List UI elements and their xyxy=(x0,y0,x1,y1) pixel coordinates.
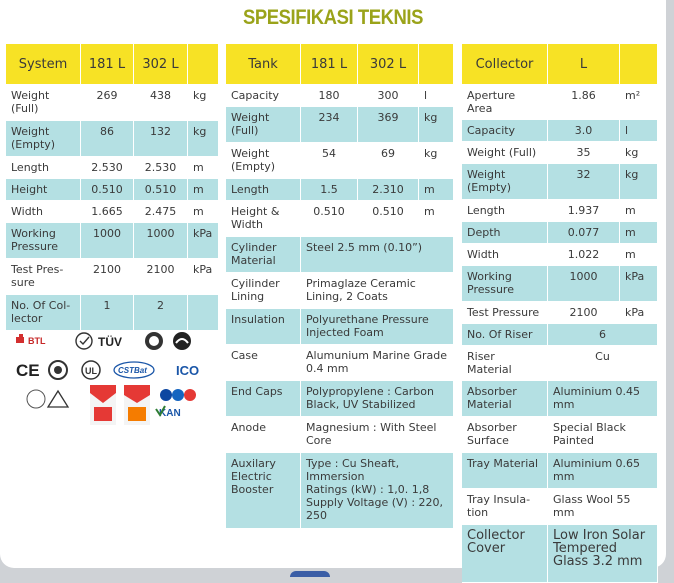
unit: kPa xyxy=(620,302,658,324)
value-302: 1000 xyxy=(134,223,188,259)
unit: m xyxy=(620,200,658,222)
svg-text:UL: UL xyxy=(85,366,97,376)
value-302: 132 xyxy=(134,121,188,157)
table-row xyxy=(462,489,658,525)
collector-header-unit xyxy=(620,44,658,85)
row-label: Riser Material xyxy=(462,346,548,381)
table-row xyxy=(6,259,219,295)
tank-header: Tank xyxy=(226,44,301,85)
value-302: 438 xyxy=(134,85,188,121)
unit: kg xyxy=(419,107,454,143)
table-row xyxy=(462,164,658,200)
row-label: Tray Insula-tion xyxy=(462,489,548,525)
value-302: 0.510 xyxy=(134,179,188,201)
kan-logo: KAN xyxy=(159,408,181,419)
system-header-unit xyxy=(188,44,219,85)
row-value: 1.937 xyxy=(548,200,620,222)
row-value: Aluminium 0.65 mm xyxy=(548,453,658,489)
row-label: Height xyxy=(6,179,81,201)
unit: kg xyxy=(419,143,454,179)
row-label: Weight (Empty) xyxy=(6,121,81,157)
table-row xyxy=(226,345,454,381)
row-label: Capacity xyxy=(462,120,548,142)
row-label: Width xyxy=(462,244,548,266)
row-value: 1000 xyxy=(548,266,620,302)
unit: kPa xyxy=(620,266,658,302)
page-title: SPESIFIKASI TEKNIS xyxy=(242,6,423,29)
value-181: 234 xyxy=(301,107,358,143)
value-181: 180 xyxy=(301,85,358,107)
row-label: No. Of Col-lector xyxy=(6,295,81,331)
row-label: Auxilary Electric Booster xyxy=(226,453,301,529)
row-label: Weight (Empty) xyxy=(226,143,301,179)
row-value: 1.86 xyxy=(548,85,620,120)
table-row xyxy=(462,302,658,324)
iso-logo xyxy=(160,389,172,401)
row-label: Collector Cover xyxy=(462,525,548,583)
value-302: 69 xyxy=(358,143,419,179)
warning-triangle-icon xyxy=(48,391,68,407)
check-seal-icon xyxy=(76,333,92,349)
table-row xyxy=(226,417,454,453)
table-row xyxy=(462,244,658,266)
table-row xyxy=(6,85,219,121)
row-label: Absorber Material xyxy=(462,381,548,417)
row-value: Alumunium Marine Grade 0.4 mm xyxy=(301,345,454,381)
value-181: 86 xyxy=(81,121,134,157)
tank-table xyxy=(226,44,454,529)
unit: kPa xyxy=(188,223,219,259)
row-value: Steel 2.5 mm (0.10”) xyxy=(301,237,454,273)
table-row xyxy=(462,142,658,164)
row-label: Case xyxy=(226,345,301,381)
row-label: End Caps xyxy=(226,381,301,417)
unit: m xyxy=(620,222,658,244)
value-302: 300 xyxy=(358,85,419,107)
tank-header-302: 302 L xyxy=(358,44,419,85)
row-label: Length xyxy=(226,179,301,201)
row-label: Width xyxy=(6,201,81,223)
unit: kg xyxy=(188,121,219,157)
certification-logos xyxy=(6,331,218,462)
certification-logos-art xyxy=(6,331,218,459)
tuv-logo: TÜV xyxy=(98,335,122,349)
table-row xyxy=(6,179,219,201)
row-value: Low Iron Solar Tempered Glass 3.2 mm xyxy=(548,525,658,583)
unit: m xyxy=(419,201,454,237)
row-value: Magnesium : With Steel Core xyxy=(301,417,454,453)
row-value: Special Black Painted xyxy=(548,417,658,453)
row-value: Glass Wool 55 mm xyxy=(548,489,658,525)
value-302: 2.530 xyxy=(134,157,188,179)
row-label: Aperture Area xyxy=(462,85,548,120)
table-row xyxy=(6,121,219,157)
table-row xyxy=(226,107,454,143)
value-302: 2100 xyxy=(134,259,188,295)
row-label: No. Of Riser xyxy=(462,324,548,346)
collector-header: Collector xyxy=(462,44,548,85)
table-row xyxy=(462,222,658,244)
collector-header-l: L xyxy=(548,44,620,85)
unit: m xyxy=(419,179,454,201)
tank-header-unit xyxy=(419,44,454,85)
system-header-row xyxy=(6,44,219,85)
unit: m xyxy=(188,201,219,223)
row-value: 0.077 xyxy=(548,222,620,244)
row-value: 2100 xyxy=(548,302,620,324)
value-181: 1 xyxy=(81,295,134,331)
row-value: 32 xyxy=(548,164,620,200)
row-value: 3.0 xyxy=(548,120,620,142)
table-row xyxy=(226,85,454,107)
row-label: Weight (Full) xyxy=(6,85,81,121)
table-row xyxy=(226,201,454,237)
row-value: Cu xyxy=(548,346,658,381)
row-label: Insulation xyxy=(226,309,301,345)
certification-logos-row xyxy=(6,331,219,463)
value-302: 369 xyxy=(358,107,419,143)
svg-text:BTL: BTL xyxy=(28,336,46,346)
row-label: Cyilinder Lining xyxy=(226,273,301,309)
table-row xyxy=(226,143,454,179)
table-row xyxy=(6,201,219,223)
system-header-302: 302 L xyxy=(134,44,188,85)
table-row xyxy=(462,266,658,302)
table-row xyxy=(226,309,454,345)
value-181: 1.5 xyxy=(301,179,358,201)
collector-table xyxy=(462,44,658,583)
unit: m xyxy=(188,179,219,201)
system-table xyxy=(6,44,219,463)
row-value: Polypropylene : Carbon Black, UV Stabilized xyxy=(301,381,454,417)
table-row xyxy=(462,85,658,120)
row-label: Anode xyxy=(226,417,301,453)
unit: kg xyxy=(620,142,658,164)
table-row xyxy=(462,324,658,346)
unit: l xyxy=(419,85,454,107)
row-value: Aluminium 0.45 mm xyxy=(548,381,658,417)
row-label: Absorber Surface xyxy=(462,417,548,453)
value-181: 1.665 xyxy=(81,201,134,223)
btl-logo xyxy=(16,334,46,346)
table-row xyxy=(462,381,658,417)
row-label: Depth xyxy=(462,222,548,244)
row-label: Weight (Empty) xyxy=(462,164,548,200)
unit: kg xyxy=(188,85,219,121)
table-row xyxy=(6,223,219,259)
row-label: Capacity xyxy=(226,85,301,107)
c-seal-icon xyxy=(27,390,45,408)
row-value: 6 xyxy=(548,324,658,346)
row-label: Working Pressure xyxy=(6,223,81,259)
value-302: 2.310 xyxy=(358,179,419,201)
table-row xyxy=(226,273,454,309)
row-label: Test Pressure xyxy=(462,302,548,324)
row-value: 35 xyxy=(548,142,620,164)
value-181: 54 xyxy=(301,143,358,179)
table-row xyxy=(6,157,219,179)
table-row xyxy=(462,453,658,489)
table-row xyxy=(226,381,454,417)
bottom-decor xyxy=(290,571,330,577)
unit: m xyxy=(620,244,658,266)
svg-text:CSTBat: CSTBat xyxy=(118,366,147,375)
row-value: Primaglaze Ceramic Lining, 2 Coats xyxy=(301,273,454,309)
value-181: 0.510 xyxy=(81,179,134,201)
value-181: 1000 xyxy=(81,223,134,259)
table-row xyxy=(462,417,658,453)
table-row xyxy=(462,346,658,381)
svg-text:ICO: ICO xyxy=(176,363,200,378)
value-181: 2.530 xyxy=(81,157,134,179)
value-181: 0.510 xyxy=(301,201,358,237)
row-label: Working Pressure xyxy=(462,266,548,302)
row-value: 1.022 xyxy=(548,244,620,266)
value-302: 2.475 xyxy=(134,201,188,223)
unit xyxy=(188,295,219,331)
row-label: Cylinder Material xyxy=(226,237,301,273)
table-row xyxy=(226,237,454,273)
row-value: Type : Cu Sheaft, Immersion Ratings (kW) : 1,0. 1,8 Supply Voltage (V) : 220, 250 xyxy=(301,453,454,529)
unit: l xyxy=(620,120,658,142)
table-row xyxy=(226,179,454,201)
tank-header-row xyxy=(226,44,454,85)
row-label: Test Pres-sure xyxy=(6,259,81,295)
collector-header-row xyxy=(462,44,658,85)
row-label: Tray Material xyxy=(462,453,548,489)
unit: kPa xyxy=(188,259,219,295)
row-value: Polyurethane Pressure Injected Foam xyxy=(301,309,454,345)
unit: m xyxy=(188,157,219,179)
ce-mark: CE xyxy=(16,361,40,380)
table-row xyxy=(462,200,658,222)
value-302: 0.510 xyxy=(358,201,419,237)
system-header-181: 181 L xyxy=(81,44,134,85)
row-label: Height & Width xyxy=(226,201,301,237)
unit: kg xyxy=(620,164,658,200)
row-label: Weight (Full) xyxy=(226,107,301,143)
sni-seal-icon xyxy=(173,332,191,350)
table-row xyxy=(462,525,658,583)
table-row xyxy=(226,453,454,529)
tank-header-181: 181 L xyxy=(301,44,358,85)
unit: m² xyxy=(620,85,658,120)
table-row xyxy=(462,120,658,142)
row-label: Length xyxy=(462,200,548,222)
row-label: Weight (Full) xyxy=(462,142,548,164)
value-181: 2100 xyxy=(81,259,134,295)
value-302: 2 xyxy=(134,295,188,331)
table-row xyxy=(6,295,219,331)
row-label: Length xyxy=(6,157,81,179)
system-header: System xyxy=(6,44,81,85)
value-181: 269 xyxy=(81,85,134,121)
